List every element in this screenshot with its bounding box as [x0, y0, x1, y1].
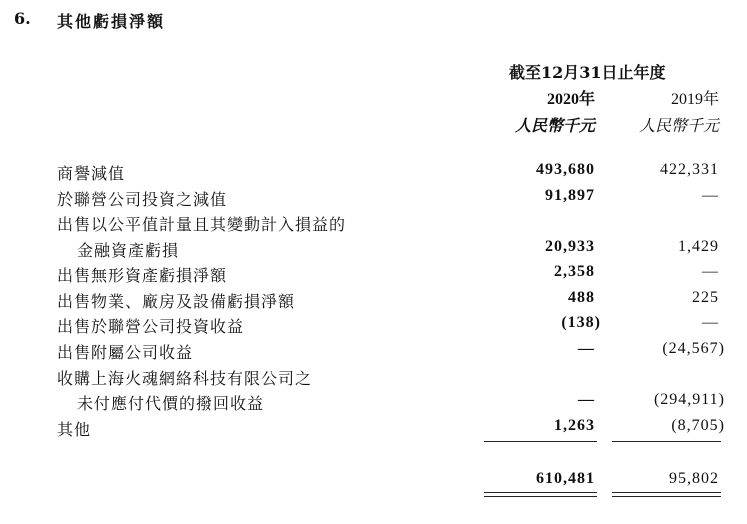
col-2020-year: 2020年 [546, 91, 595, 108]
row-value-2019: — [702, 187, 719, 204]
row-label: 商譽減值 [57, 164, 126, 183]
col-2019-year: 2019年 [670, 91, 719, 108]
row-value-2020: — [578, 391, 595, 408]
row-label: 收購上海火魂網絡科技有限公司之 [57, 369, 313, 388]
row-value-2020: 1,263 [554, 417, 595, 434]
col-2019-unit: 人民幣千元 [638, 116, 719, 135]
row-value-2020: 91,897 [545, 187, 595, 204]
row-label: 出售無形資產虧損淨額 [57, 266, 228, 285]
subtotal-rule-2020 [484, 441, 597, 442]
section-title: 其他虧損淨額 [57, 12, 166, 31]
row-label: 出售以公平值計量且其變動計入損益的 [57, 215, 347, 234]
total-double-rule-2020 [484, 492, 597, 497]
row-value-2020: — [578, 340, 595, 357]
row-value-2019: 1,429 [678, 238, 719, 255]
row-label: 於聯營公司投資之減值 [57, 190, 228, 209]
row-label: 未付應付代價的撥回收益 [77, 394, 265, 413]
period-header: 截至12月31日止年度 [509, 63, 666, 82]
row-value-2019: (24,567) [662, 340, 725, 357]
row-value-2019: 422,331 [660, 161, 719, 178]
total-value-2020: 610,481 [536, 470, 595, 487]
row-label: 出售物業、廠房及設備虧損淨額 [57, 292, 296, 311]
row-value-2019: 225 [692, 289, 719, 306]
row-label: 出售於聯營公司投資收益 [57, 317, 245, 336]
row-value-2020: (138) [561, 314, 601, 331]
section-number: 6. [14, 9, 31, 28]
row-value-2020: 2,358 [554, 263, 595, 280]
row-label: 出售附屬公司收益 [57, 343, 194, 362]
row-label: 其他 [57, 420, 92, 439]
subtotal-rule-2019 [612, 441, 721, 442]
row-value-2019: (294,911) [653, 391, 725, 408]
row-value-2020: 20,933 [545, 238, 595, 255]
col-2020-unit: 人民幣千元 [514, 116, 595, 135]
row-value-2020: 493,680 [536, 161, 595, 178]
total-double-rule-2019 [612, 492, 721, 497]
total-value-2019: 95,802 [669, 470, 719, 487]
row-value-2020: 488 [568, 289, 595, 306]
row-value-2019: (8,705) [671, 417, 725, 434]
row-label: 金融資產虧損 [77, 241, 180, 260]
row-value-2019: — [702, 314, 719, 331]
row-value-2019: — [702, 263, 719, 280]
